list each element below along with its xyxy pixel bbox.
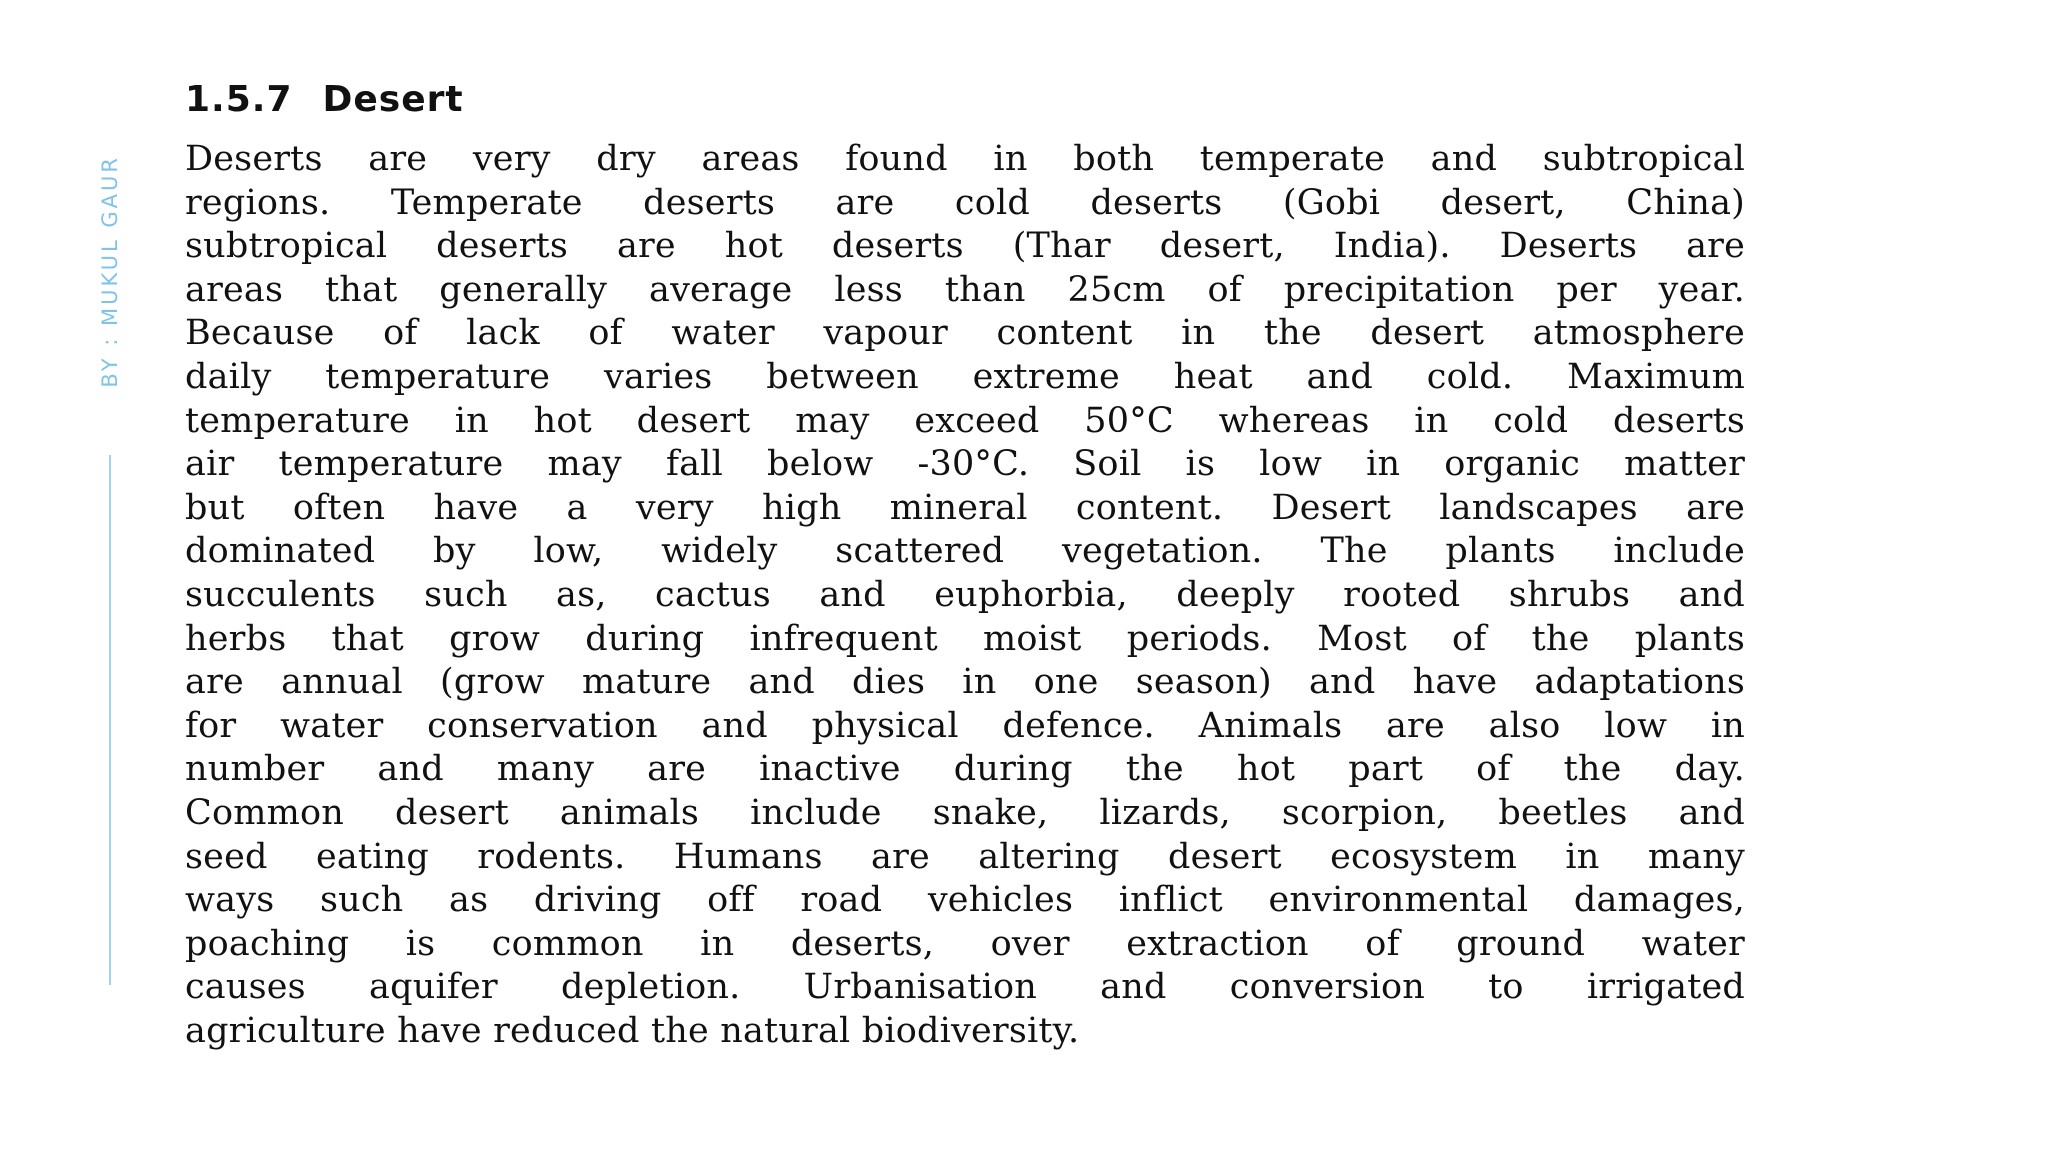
section-heading: [185, 70, 1745, 130]
text-line: are annual (grow mature and dies in one season) and have adaptations: [185, 662, 1745, 703]
text-line: regions. Temperate deserts are cold deserts (Gobi desert, China): [185, 182, 1745, 223]
watermark: [95, 150, 125, 1010]
text-line: seed eating rodents. Humans are altering desert ecosystem in many: [185, 836, 1745, 877]
text-line: Common desert animals include snake, lizards, scorpion, beetles and: [185, 792, 1745, 833]
text-line: number and many are inactive during the hot part of the day.: [185, 749, 1745, 790]
text-line: succulents such as, cactus and euphorbia, deeply rooted shrubs and: [185, 574, 1745, 615]
text-line: herbs that grow during infrequent moist periods. Most of the plants: [185, 618, 1745, 659]
text-line: areas that generally average less than 25cm of precipitation per year.: [185, 269, 1745, 310]
text-line: subtropical deserts are hot deserts (Thar desert, India). Deserts are: [185, 226, 1745, 267]
text-line: Deserts are very dry areas found in both temperate and subtropical: [185, 139, 1745, 179]
section-body: [185, 138, 1745, 1053]
text-line: poaching is common in deserts, over extraction of ground water: [185, 923, 1745, 964]
text-line: causes aquifer depletion. Urbanisation and conversion to irrigated: [185, 967, 1745, 1008]
watermark-text: BY : MUKUL GAUR: [98, 155, 122, 388]
text-line: Because of lack of water vapour content in the desert atmosphere: [185, 313, 1745, 354]
desert-section: [185, 70, 1745, 1053]
section-number: 1.5.7: [185, 79, 293, 120]
text-line: for water conservation and physical defence. Animals are also low in: [185, 705, 1745, 746]
watermark-divider: [109, 455, 111, 985]
text-line: temperature in hot desert may exceed 50°C whereas in cold deserts: [185, 400, 1745, 441]
text-line: daily temperature varies between extreme heat and cold. Maximum: [185, 356, 1745, 397]
text-line: but often have a very high mineral content. Desert landscapes are: [185, 487, 1745, 528]
text-line: air temperature may fall below -30°C. Soil is low in organic matter: [185, 444, 1745, 485]
text-line: ways such as driving off road vehicles inflict environmental damages,: [185, 880, 1745, 921]
text-line: dominated by low, widely scattered vegetation. The plants include: [185, 531, 1745, 572]
text-line: agriculture have reduced the natural biodiversity.: [185, 1010, 1080, 1051]
section-title: Desert: [322, 79, 464, 120]
